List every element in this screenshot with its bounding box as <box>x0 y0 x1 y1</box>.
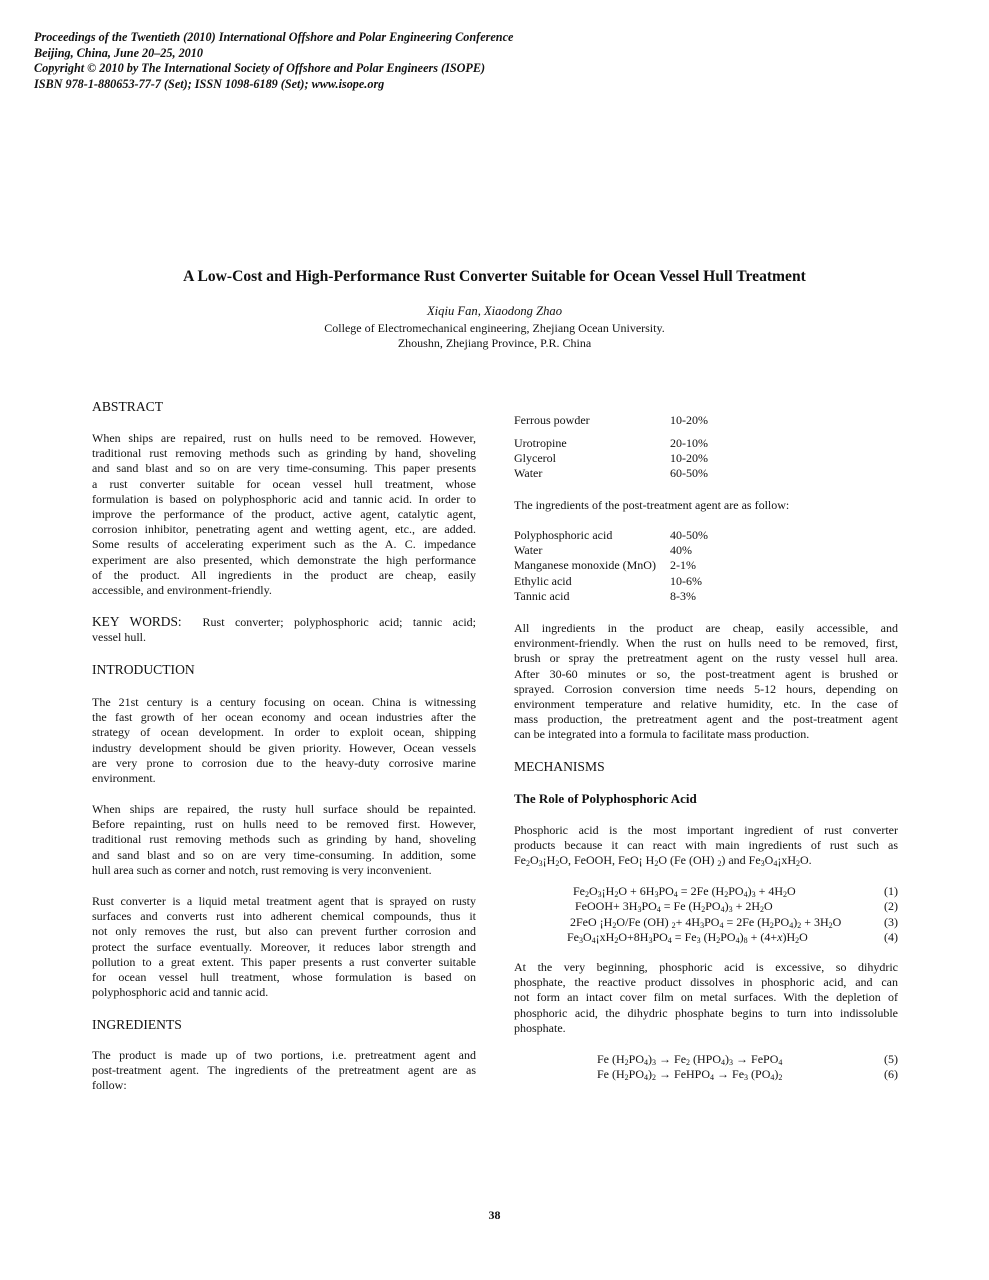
intro-paragraph <box>92 695 476 786</box>
ingredients-paragraph <box>92 1048 476 1094</box>
equation-block <box>514 884 898 946</box>
ingredient-name: Polyphosphoric acid <box>514 528 613 542</box>
header-line: Proceedings of the Twentieth (2010) International Offshore and Polar Engineering Conference <box>34 30 514 44</box>
text-line: experiment are also presented, which demonstrate the high performance <box>92 552 476 567</box>
subsection-heading: The Role of Polyphosphoric Acid <box>514 791 697 806</box>
ingredient-name: Tannic acid <box>514 588 570 603</box>
text-line: follow: <box>92 1078 127 1093</box>
text-line: brush or spray the pretreatment agent on the rusty vessel hull area. <box>514 651 898 666</box>
ingredient-percent: 40% <box>670 543 692 558</box>
text-line: $Fe_2O_3¡H_2O$, FeOOH, FeO¡ $H_2O$ (Fe (OH) $_2$) and $Fe_3O_4¡xH_2O$. <box>514 853 812 869</box>
ingredient-name: Water <box>514 466 543 481</box>
text-line: protect the surface eventually. Moreover, it reduces labor strength and <box>92 939 476 954</box>
text-line: Rust converter is a liquid metal treatment agent that is sprayed on rusty <box>92 894 476 908</box>
text-line: and sand blast and so on are very time-consuming. In addition, some <box>92 847 476 862</box>
affiliation-line: Zhoushn, Zhejiang Province, P.R. China <box>397 336 592 350</box>
equation-1: $Fe_2O_3¡H_2O + 6H_3PO_4 = 2Fe$ $(H_2PO_4)_3 + 4H_2O$ <box>573 884 796 899</box>
text-line: products because it can react with main ingredients of rust such as <box>514 838 898 853</box>
abstract-heading: ABSTRACT <box>92 399 164 414</box>
ingredient-percent: 40-50% <box>670 528 708 542</box>
text-line: When ships are repaired, rust on hulls need to be removed. However, <box>92 431 476 445</box>
text-line: surfaces and converts rust into adherent chemical compounds, thus it <box>92 909 476 924</box>
text-line: improve the performance of the product, active agent, catalytic agent, <box>92 507 476 522</box>
pretreatment-list <box>514 436 708 482</box>
text-line: All ingredients in the product are cheap, easily accessible, and <box>514 621 898 635</box>
ingredient-name: Manganese monoxide (MnO) <box>514 558 656 573</box>
text-line: pollution to a great extent. This paper presents a rust converter suitable <box>92 954 476 969</box>
ingredient-percent: 2-1% <box>670 558 696 573</box>
ingredient-row <box>514 543 708 558</box>
text-line: for ocean vessel hull treatment, whose formulation is based on <box>92 970 476 985</box>
proceedings-header <box>34 30 734 92</box>
equation-6: Fe $(H_2PO_4)_2$ → FeHPO$_4$ → $Fe_3$ $(PO_4)_2$ <box>597 1067 783 1083</box>
equation-number: (4) <box>884 930 898 945</box>
ingredient-name: Ferrous powder <box>514 413 590 427</box>
ingredient-row <box>514 436 708 451</box>
intro-paragraph <box>92 894 476 1000</box>
ingredient-row <box>514 413 708 428</box>
header-line: Copyright © 2010 by The International Society of Offshore and Polar Engineers (ISOPE) <box>34 61 486 76</box>
page-number: 38 <box>488 1208 501 1222</box>
text-line: hull area such as corner and notch, rust removing is very inconvenient. <box>92 862 432 877</box>
equation-3: 2FeO ¡$H_2O/Fe$ (OH) $_2+ 4H_3PO_4 = 2Fe$ $(H_2PO_4)_2 + 3H_2O$ <box>570 914 842 930</box>
mechanisms-paragraph <box>514 823 898 869</box>
keywords-text: vessel hull. <box>92 630 146 645</box>
text-line: phosphoric acid, the dihydric phosphate begins to turn into indissoluble <box>514 1005 898 1020</box>
ingredient-name: Water <box>514 543 543 558</box>
text-line: environment. <box>92 771 156 786</box>
text-line: At the very beginning, phosphoric acid is excessive, so dihydric <box>514 960 898 974</box>
text-line: environment temperature and relative humidity, etc. In the case of <box>514 697 898 712</box>
text-line: strategy of ocean development. In order to exploit ocean, shipping <box>92 725 476 740</box>
mechanisms-paragraph <box>514 960 898 1036</box>
affiliation-line: College of Electromechanical engineering, Zhejiang Ocean University. <box>324 321 665 335</box>
text-line: not form an intact cover film on metal surfaces. With the depletion of <box>514 990 898 1005</box>
ingredient-row <box>514 451 708 466</box>
ingredient-percent: 10-20% <box>670 413 708 427</box>
pretreatment-list <box>514 413 708 428</box>
ingredient-row <box>514 558 708 573</box>
text-line: The 21st century is a century focusing on ocean. China is witnessing <box>92 695 476 709</box>
ingredient-row <box>514 466 708 481</box>
ingredient-name: Urotropine <box>514 436 567 450</box>
text-line: can be integrated into a formula to facilitate mass production. <box>514 727 810 742</box>
text-line: Before repainting, rust on hulls need to be removed first. However, <box>92 817 476 832</box>
ingredients-summary <box>514 621 898 743</box>
text-line: not only removes the rust, but also can prevent further corrosion and <box>92 924 476 939</box>
equation-number: (5) <box>884 1052 898 1066</box>
text-line: the fast growth of her ocean economy and ocean industries after the <box>92 710 476 725</box>
keywords <box>92 614 476 645</box>
ingredient-row <box>514 528 708 543</box>
ingredient-name: Glycerol <box>514 451 556 466</box>
paper-title: A Low-Cost and High-Performance Rust Converter Suitable for Ocean Vessel Hull Treatment <box>183 268 806 285</box>
ingredient-percent: 20-10% <box>670 436 708 450</box>
ingredient-percent: 8-3% <box>670 588 696 603</box>
text-line: traditional rust removing methods such as grinding by hand, shoveling <box>92 446 476 461</box>
text-line: polyphosphoric acid and tannic acid. <box>92 985 269 1000</box>
text-line: sprayed. Corrosion conversion time needs 5-12 hours, depending on <box>514 681 898 696</box>
introduction-heading: INTRODUCTION <box>92 662 195 677</box>
text-line: a rust converter suitable for ocean vessel hull treatment, whose <box>92 476 476 491</box>
ingredient-name: Ethylic acid <box>514 573 572 588</box>
intro-paragraph <box>92 802 476 878</box>
post-treatment-intro: The ingredients of the post-treatment agent are as follow: <box>514 498 790 512</box>
post-treatment-list <box>514 528 708 604</box>
text-line: accessible, and environment-friendly. <box>92 583 272 598</box>
ingredients-heading: INGREDIENTS <box>92 1017 182 1032</box>
ingredient-percent: 60-50% <box>670 466 708 481</box>
text-line: traditional rust removing methods such as grinding by hand, shoveling <box>92 832 476 847</box>
header-line: ISBN 978-1-880653-77-7 (Set); ISSN 1098-6189 (Set); www.isope.org <box>34 76 385 91</box>
mechanisms-heading: MECHANISMS <box>514 759 605 774</box>
text-line: phosphate, the reactive product dissolves in phosphoric acid, and can <box>514 975 898 990</box>
ingredient-row <box>514 589 708 604</box>
text-line: Phosphoric acid is the most important ingredient of rust converter <box>514 823 898 837</box>
keywords-label: KEY WORDS: <box>92 614 182 629</box>
ingredient-percent: 10-20% <box>670 451 708 466</box>
abstract-text <box>92 431 476 598</box>
text-line: are very prone to corrosion due to the heavy-duty corrosive marine <box>92 755 476 770</box>
text-line: of the product. All ingredients in the product are cheap, easily <box>92 567 476 582</box>
equation-number: (6) <box>884 1067 898 1082</box>
text-line: environment-friendly. When the rust on hulls need to be removed, first, <box>514 636 898 651</box>
keywords-text: Rust converter; polyphosphoric acid; tannic acid; <box>202 615 476 629</box>
text-line: corrosion inhibitor, penetrating agent and wetting agent, etc., are added. <box>92 522 476 537</box>
equation-5: Fe $(H_2PO_4)_3 \to Fe_2$ $(HPO_4)_3$ → FePO$_4$ <box>597 1052 783 1067</box>
text-line: mass production, the pretreatment agent and the post-treatment agent <box>514 712 898 727</box>
equation-number: (3) <box>884 914 898 929</box>
text-line: phosphate. <box>514 1020 566 1035</box>
text-line: and sand blast and so on are very time-consuming. This paper presents <box>92 461 476 476</box>
ingredient-percent: 10-6% <box>670 573 702 588</box>
paper-authors: Xiqiu Fan, Xiaodong Zhao <box>426 304 563 318</box>
text-line: After 30-60 minutes or so, the post-treatment agent is brushed or <box>514 666 898 681</box>
text-line: post-treatment agent. The ingredients of the pretreatment agent are as <box>92 1063 476 1078</box>
text-line: Some results of accelerating experiment such as the A. C. impedance <box>92 537 476 552</box>
equation-number: (2) <box>884 899 898 914</box>
equation-4: $Fe_3O_4¡xH_2O+8H_3PO_4 = Fe_3$ $(H_2PO_4)_8 + (4+x)H_2O$ <box>567 930 808 946</box>
text-line: formulation is based on polyphosphoric acid and tannic acid. In order to <box>92 491 476 506</box>
equation-2: FeOOH+ $3H_3PO_4 = Fe$ $(H_2PO_4)_3 + 2H_2O$ <box>575 899 773 915</box>
equation-block <box>514 1052 898 1083</box>
text-line: The product is made up of two portions, i.e. pretreatment agent and <box>92 1048 476 1062</box>
ingredient-row <box>514 574 708 589</box>
text-line: When ships are repaired, the rusty hull surface should be repainted. <box>92 802 476 816</box>
equation-number: (1) <box>884 884 898 898</box>
header-line: Beijing, China, June 20–25, 2010 <box>34 45 203 60</box>
text-line: industry development should be given priority. However, Ocean vessels <box>92 740 476 755</box>
